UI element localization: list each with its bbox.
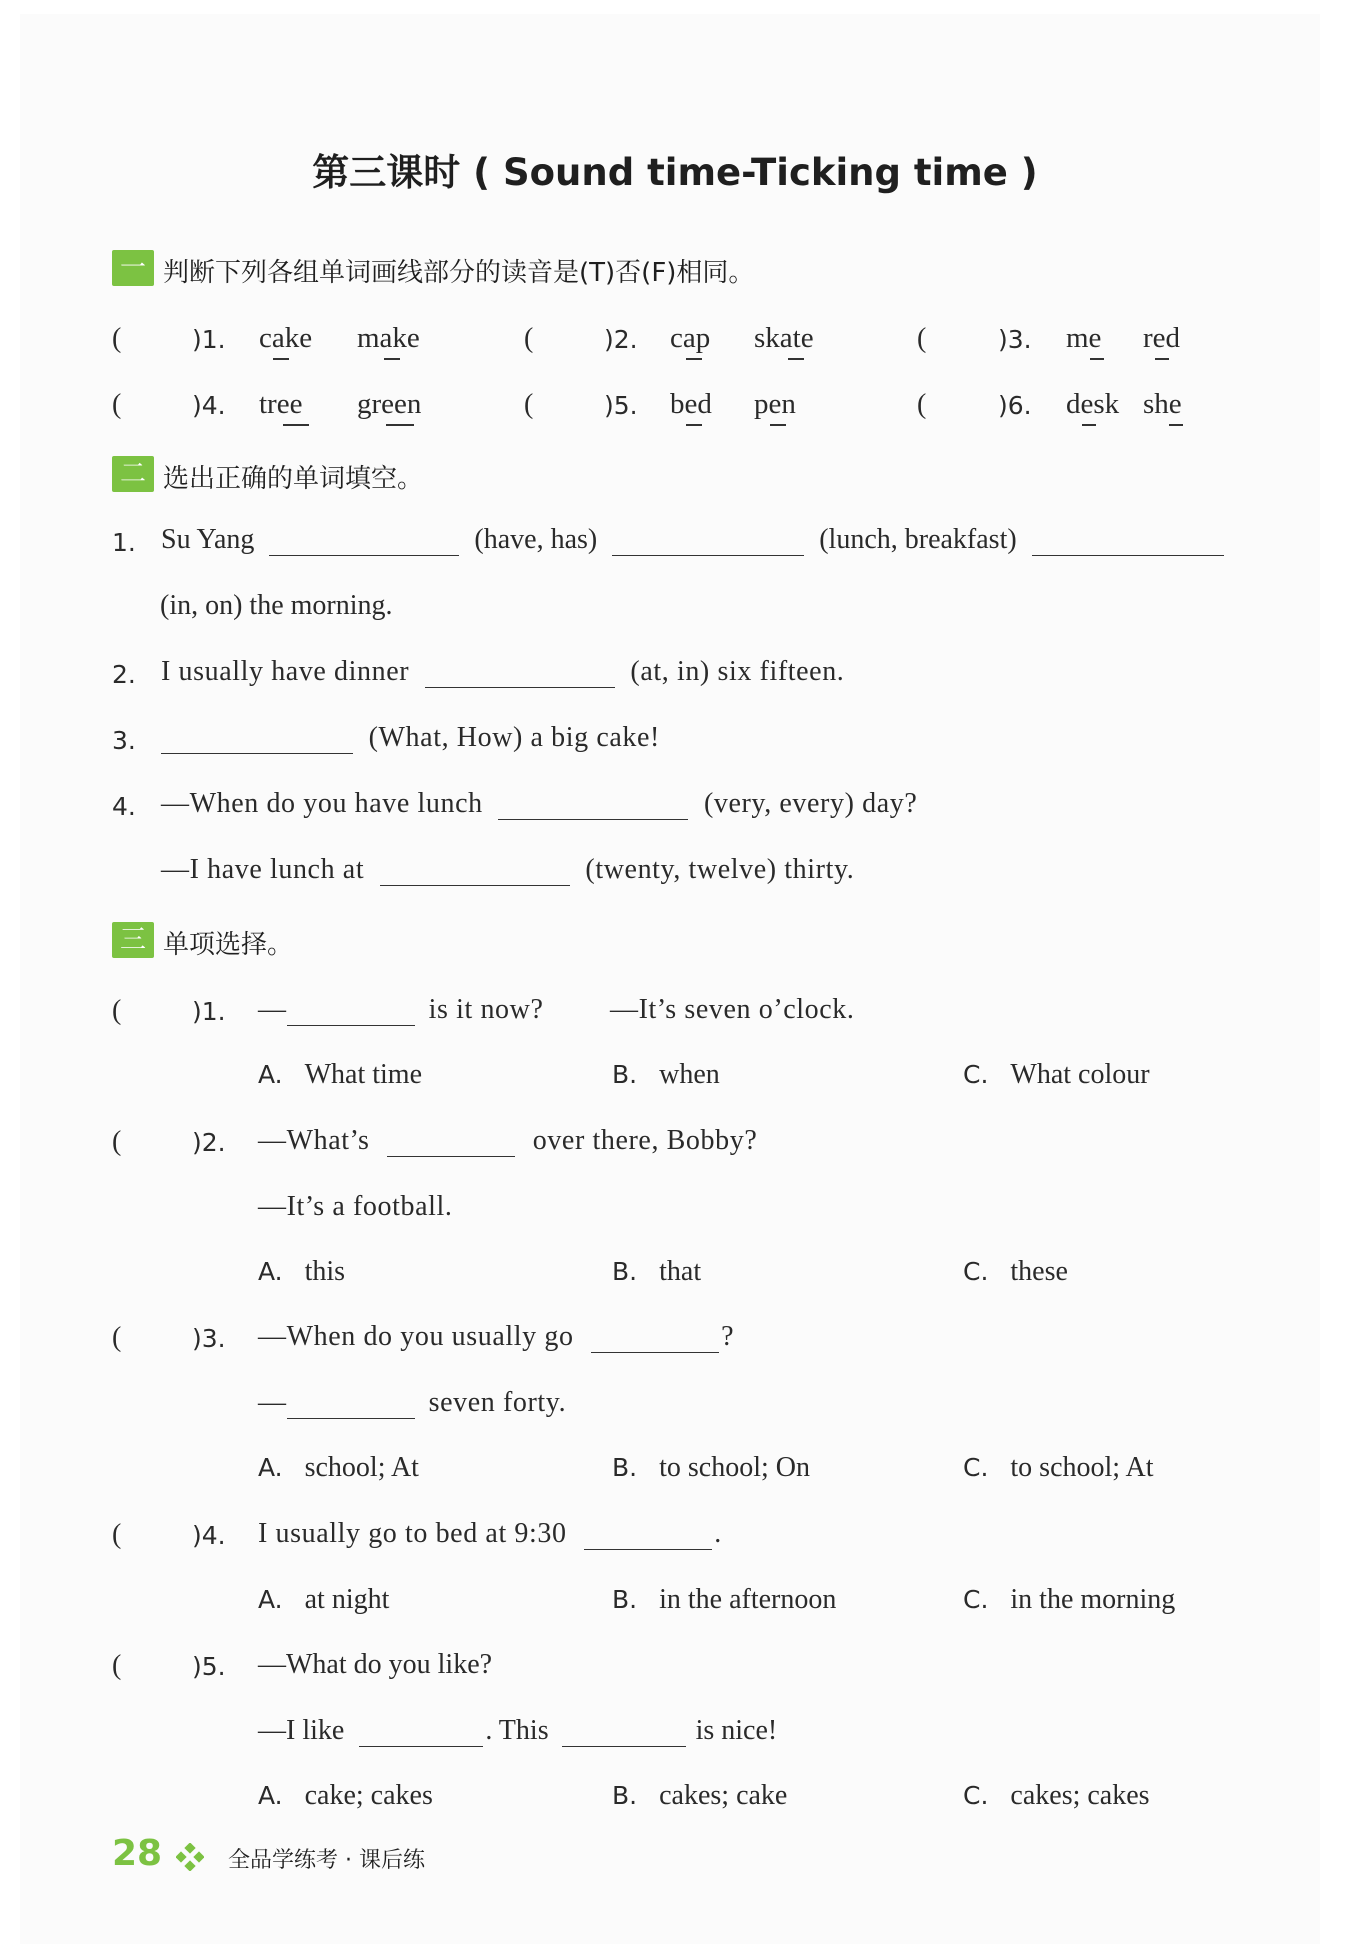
page-title: 第三课时 ( Sound time-Ticking time ): [312, 151, 1038, 194]
option-a[interactable]: A. school; At: [258, 1452, 419, 1483]
paren: (: [524, 389, 534, 420]
item-number: )5.: [604, 391, 638, 420]
sentence: I usually go to bed at 9:30 .: [258, 1518, 722, 1549]
item-number: 2.: [112, 660, 136, 689]
word: me: [1066, 322, 1102, 354]
paren: (: [524, 323, 534, 354]
footer-brand: 全品学练考 · 课后练: [228, 1848, 425, 1873]
sentence: — is it now?: [258, 994, 544, 1025]
answer-blank[interactable]: [1032, 525, 1224, 556]
paren: (: [112, 995, 122, 1026]
paren: (: [917, 389, 927, 420]
reply: — seven forty.: [258, 1387, 567, 1418]
option-c[interactable]: C. in the morning: [963, 1584, 1176, 1615]
word: desk: [1066, 388, 1120, 420]
answer-blank[interactable]: [562, 1716, 686, 1747]
section-badge-2: 二: [112, 456, 154, 492]
paren: (: [112, 1519, 122, 1550]
answer-blank[interactable]: [269, 525, 459, 556]
sentence: I usually have dinner (at, in) six fifteen.: [161, 656, 845, 687]
item-number: )2.: [192, 1128, 226, 1157]
item-number: 3.: [112, 726, 136, 755]
paren: (: [112, 323, 122, 354]
word: cap: [670, 322, 711, 354]
sentence: —What do you like?: [258, 1649, 493, 1680]
diamond-dots-icon: [176, 1843, 204, 1871]
section-title-3: 单项选择。: [163, 930, 294, 960]
option-a[interactable]: A. cake; cakes: [258, 1780, 433, 1811]
answer-blank[interactable]: [612, 525, 804, 556]
underline: [1082, 424, 1096, 426]
paren: (: [917, 323, 927, 354]
item-number: )4.: [192, 391, 226, 420]
item-number: )2.: [604, 325, 638, 354]
word: cake: [259, 322, 313, 354]
answer-blank[interactable]: [287, 995, 415, 1026]
answer-blank[interactable]: [161, 723, 353, 754]
answer-blank[interactable]: [425, 657, 615, 688]
option-c[interactable]: C. What colour: [963, 1059, 1150, 1090]
section-title-2: 选出正确的单词填空。: [163, 464, 424, 494]
underline: [1155, 358, 1169, 360]
option-b[interactable]: B. in the afternoon: [612, 1584, 837, 1615]
word: skate: [754, 322, 814, 354]
option-b[interactable]: B. to school; On: [612, 1452, 810, 1483]
underline: [283, 424, 309, 426]
underline: [384, 358, 400, 360]
answer-blank[interactable]: [591, 1322, 719, 1353]
paren: (: [112, 389, 122, 420]
sentence: —When do you have lunch (very, every) day?: [161, 788, 918, 819]
underline: [1169, 424, 1183, 426]
sentence: —When do you usually go ?: [258, 1321, 735, 1352]
section-title-1: 判断下列各组单词画线部分的读音是(T)否(F)相同。: [163, 258, 755, 288]
word: she: [1143, 388, 1182, 420]
option-c[interactable]: C. to school; At: [963, 1452, 1154, 1483]
option-a[interactable]: A. at night: [258, 1584, 390, 1615]
answer-blank[interactable]: [584, 1519, 712, 1550]
option-c[interactable]: C. cakes; cakes: [963, 1780, 1150, 1811]
option-c[interactable]: C. these: [963, 1256, 1068, 1287]
reply: —It’s seven o’clock.: [610, 994, 855, 1025]
page-number: 28: [112, 1833, 163, 1874]
answer-blank[interactable]: [359, 1716, 483, 1747]
option-b[interactable]: B. when: [612, 1059, 720, 1090]
item-number: 1.: [112, 528, 136, 557]
sentence: (What, How) a big cake!: [161, 722, 660, 754]
underline: [788, 358, 804, 360]
sentence: —What’s over there, Bobby?: [258, 1125, 758, 1156]
answer-blank[interactable]: [287, 1388, 415, 1419]
item-number: )6.: [998, 391, 1032, 420]
item-number: )5.: [192, 1652, 226, 1681]
item-number: )1.: [192, 997, 226, 1026]
word: red: [1143, 322, 1181, 354]
word: bed: [670, 388, 712, 420]
sentence: —I have lunch at (twenty, twelve) thirty.: [161, 854, 855, 885]
section-badge-3: 三: [112, 922, 154, 958]
option-a[interactable]: A. What time: [258, 1059, 423, 1090]
section-badge-1: 一: [112, 250, 154, 286]
word: pen: [754, 388, 796, 420]
reply: —It’s a football.: [258, 1191, 453, 1222]
sentence: Su Yang (have, has) (lunch, breakfast): [161, 524, 1232, 556]
underline: [273, 358, 289, 360]
answer-blank[interactable]: [498, 789, 688, 820]
paren: (: [112, 1650, 122, 1681]
item-number: )3.: [998, 325, 1032, 354]
option-b[interactable]: B. that: [612, 1256, 702, 1287]
option-a[interactable]: A. this: [258, 1256, 346, 1287]
word: make: [357, 322, 420, 354]
item-number: )1.: [192, 325, 226, 354]
answer-blank[interactable]: [380, 855, 570, 886]
sentence: (in, on) the morning.: [160, 590, 393, 621]
item-number: )3.: [192, 1324, 226, 1353]
underline: [686, 424, 702, 426]
underline: [770, 424, 786, 426]
underline: [686, 358, 702, 360]
word: tree: [259, 388, 303, 420]
item-number: 4.: [112, 792, 136, 821]
underline: [1090, 358, 1104, 360]
paren: (: [112, 1322, 122, 1353]
underline: [386, 424, 414, 426]
paren: (: [112, 1126, 122, 1157]
item-number: )4.: [192, 1521, 226, 1550]
answer-blank[interactable]: [387, 1126, 515, 1157]
reply: —I like . This is nice!: [258, 1715, 778, 1746]
option-b[interactable]: B. cakes; cake: [612, 1780, 788, 1811]
word: green: [357, 388, 422, 420]
